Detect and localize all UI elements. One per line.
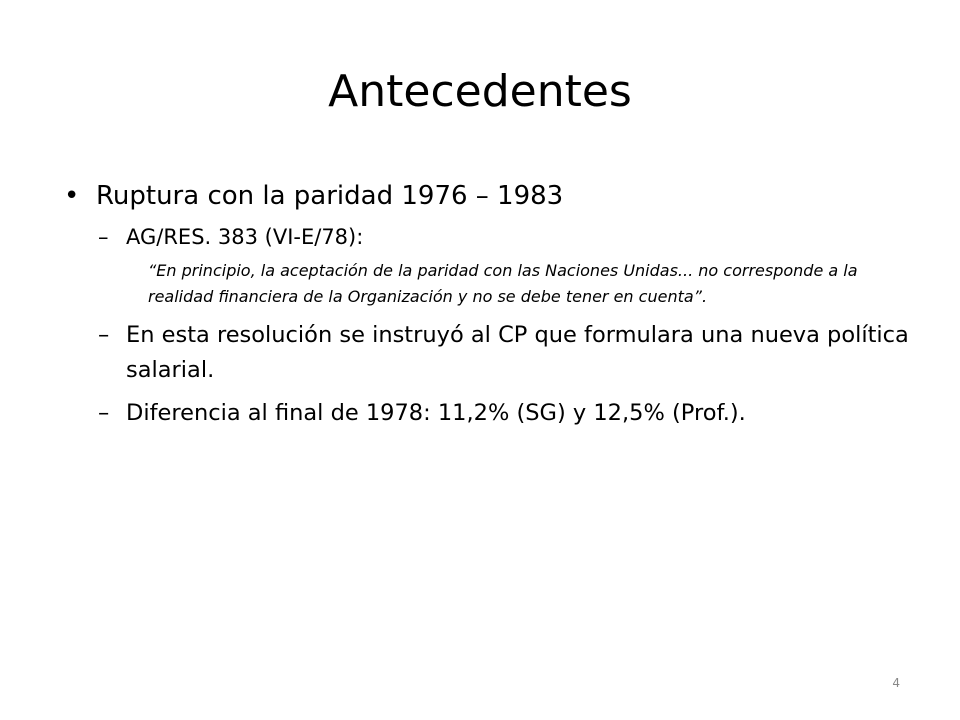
- sub-item-text: AG/RES. 383 (VI-E/78):: [126, 225, 364, 249]
- dash-marker: –: [98, 225, 109, 249]
- dash-marker: –: [98, 322, 110, 348]
- quote-text: “En principio, la aceptación de la paridad con las Naciones Unidas... no corresponde a la realidad financiera de la Organización y no se debe tener en cuenta”.: [148, 261, 858, 306]
- bullet-marker: •: [64, 181, 80, 211]
- sub-item-text: En esta resolución se instruyó al CP que formulara una nueva política salarial.: [126, 322, 909, 383]
- bullet-ruptura: [60, 176, 920, 216]
- sub-item-difference: [98, 396, 920, 431]
- dash-marker: –: [98, 400, 110, 426]
- sub-item-text: Diferencia al final de 1978: 11,2% (SG) y 12,5% (Prof.).: [126, 400, 746, 426]
- slide-content: [60, 176, 920, 431]
- bullet-text: Ruptura con la paridad 1976 – 1983: [96, 181, 564, 211]
- sub-item-instruction: [98, 318, 920, 388]
- page-number: 4: [892, 676, 900, 690]
- sub-item-resolution: [98, 220, 920, 254]
- slide-title: Antecedentes: [328, 66, 632, 117]
